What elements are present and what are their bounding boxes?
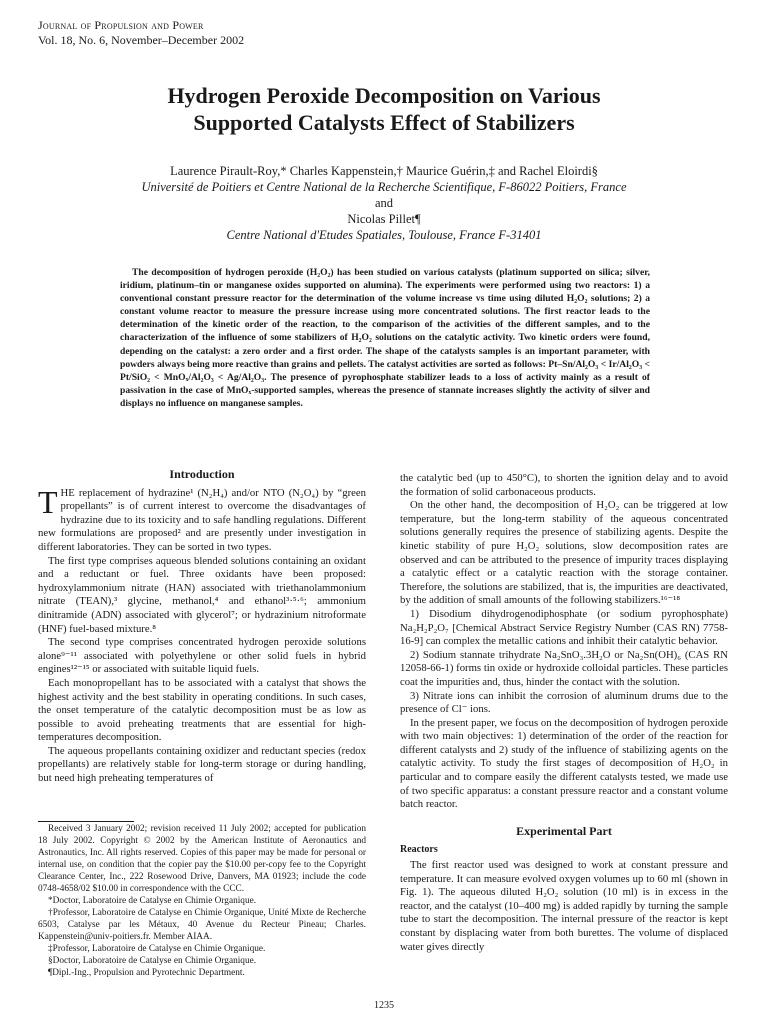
intro-paragraph-1-text: HE replacement of hydrazine¹ (N₂H₄) and/or NTO (N₂O₄) by “green propellants” is of current interest to overcome the disadvantages of hydrazine due to its toxicity and to safe handling regulations. Different new formulations are proposed² and are presently under investigation in different laboratories. They can be sorted in two types.	[38, 486, 366, 553]
page-number: 1235	[374, 1000, 394, 1011]
body-paragraph-1: the catalytic bed (up to 450°C), to shorten the ignition delay and to avoid the formation of solid carbonaceous products.	[400, 472, 728, 498]
drop-cap: T	[38, 483, 58, 520]
subsection-heading-reactors: Reactors	[400, 844, 438, 856]
reactors-paragraph: The first reactor used was designed to work at constant pressure and temperature. It can measure evolved oxygen volumes up to 60 ml (shown in Fig. 1). The aqueous diluted H₂O₂ solution (10 ml) is in excess in the reactor, and the catalyst (10–400 mg) is added rapidly by turning the sample tube to start the decomposition. The internal pressure of the reactor is kept constant by displacing water from both burettes. The volume of displaced water gives directly	[400, 859, 728, 953]
abstract: The decomposition of hydrogen peroxide (H₂O₂) has been studied on various catalysts (platinum supported on silica; silver, iridium, platinum–tin or manganese oxides supported on alumina). The experiments were performed using two reactors: 1) a conventional constant pressure reactor for the determination of the volume increase vs time using diluted H₂O₂ solutions; 2) a constant volume reactor to measure the pressure increase using more concentrated solutions. The first reactor leads to the determination of the kinetic order of the reaction, to the comparison of the activities of the different samples, and to the characterization of the influence of some stabilizers of H₂O₂ solutions on the catalytic activity. Two kinetic orders were found, depending on the catalyst: a zero order and a first order. The shape of the catalysts samples is an important parameter, with powders always being more reactive than grains and pellets. The catalyst activities are sorted as follows: Pt–Sn/Al₂O₃ < Ir/Al₂O₃ < Pt/SiO₂ < MnOₓ/Al₂O₃ < Ag/Al₂O₃. The presence of pyrophosphate stabilizer leads to a loss of activity mainly as a result of passivation in the case of MnOₓ-supported samples, whereas the presence of stannate increases slightly the activity of silver and displays no influence on manganese samples.	[120, 267, 650, 409]
intro-paragraph-1	[38, 483, 366, 555]
paper-title	[60, 82, 708, 136]
stabilizer-item-3: 3) Nitrate ions can inhibit the corrosion of aluminum drums due to the presence of Cl⁻ ions.	[400, 689, 728, 716]
body-paragraph-2: On the other hand, the decomposition of H₂O₂ can be triggered at low temperature, but the long-term stability of the aqueous concentrated solutions generally requires the presence of stabilizing agents. Despite the kinetic stability of pure H₂O₂ solutions, slow decomposition rates are observed and can be attributed to the presence of impurity traces displaying a catalytic effect or a catalytic reaction with the storage container. Therefore, the solutions are stabilized, that is, the impurities are deactivated, by the addition of small amounts of the following stabilizers.¹⁶⁻¹⁸	[400, 499, 728, 607]
section-heading-experimental: Experimental Part	[516, 823, 612, 838]
author-pillet: Nicolas Pillet¶	[347, 212, 421, 226]
affiliation-cnes: Centre National d'Etudes Spatiales, Toulouse, France F-31401	[226, 228, 542, 242]
footnote-author-1: *Doctor, Laboratoire de Catalyse en Chimie Organique.	[48, 896, 257, 906]
footnote-author-4: §Doctor, Laboratoire de Catalyse en Chimie Organique.	[48, 956, 257, 966]
footnote-received: Received 3 January 2002; revision received 11 July 2002; accepted for publication 18 July 2002. Copyright © 2002 by the American Institute of Aeronautics and Astronautics, Inc. All rights reserved. Copies of this paper may be made for personal or internal use, on condition that the copier pay the $10.00 per-copy fee to the Copyright Clearance Center, Inc., 222 Rosewood Drive, Danvers, MA 01923; include the code 0748-4658/02 $10.00 in correspondence with the CCC.	[38, 824, 366, 894]
footnote-rule	[38, 821, 134, 822]
journal-issue: Vol. 18, No. 6, November–December 2002	[38, 33, 245, 47]
footnote-author-2: †Professor, Laboratoire de Catalyse en Chimie Organique, Unité Mixte de Recherche 6503, Catalyse par les Métaux, 40 Avenue du Recteur Pineau; Charles. Kappenstein@univ-poitiers.fr. Member AIAA.	[38, 908, 366, 942]
authors-line: Laurence Pirault-Roy,* Charles Kappenstein,† Maurice Guérin,‡ and Rachel Eloirdi§	[170, 164, 598, 178]
and-separator: and	[374, 196, 394, 210]
affiliation-poitiers: Université de Poitiers et Centre National de la Recherche Scientifique, F-86022 Poitiers, France	[141, 180, 627, 194]
stabilizer-item-2: 2) Sodium stannate trihydrate Na₂SnO₃.3H₂O or Na₂Sn(OH)₆ (CAS RN 12058-66-1) forms tin oxide or hydroxide colloidal particles. These particles coat the impurities and, thus, hinder the contact with the solution.	[400, 648, 728, 688]
left-column	[38, 468, 366, 786]
section-heading-introduction: Introduction	[169, 467, 235, 481]
body-paragraph-objectives: In the present paper, we focus on the decomposition of hydrogen peroxide with two main objectives: 1) determination of the order of the reaction for different catalysts and 2) study of the influence of stabilizing agents on the catalytic activity. To study the first stages of decomposition of H₂O₂ in particular and to compare easily the different catalysts tested, we made use of two specific apparatus: a constant pressure reactor and a constant volume batch reactor.	[400, 716, 728, 811]
intro-paragraph-3: The second type comprises concentrated hydrogen peroxide solutions alone⁹⁻¹¹ associated with polyethylene or other solid fuels in hybrid engines¹²⁻¹⁵ or associated with suitable liquid fuels.	[38, 636, 366, 676]
intro-paragraph-5: The aqueous propellants containing oxidizer and reductant species (redox propellants) are relatively stable for long-term storage or during handling, but need high preheating temperatures of	[38, 744, 366, 785]
author-block	[40, 163, 728, 243]
title-line-1: Hydrogen Peroxide Decomposition on Various	[167, 83, 601, 108]
journal-header	[38, 18, 244, 48]
intro-paragraph-4: Each monopropellant has to be associated with a catalyst that shows the highest activity and the best stability in operating conditions. In such cases, the onset temperature of the catalytic decomposition must be as low as possible to avoid preheating treatments that are essential for high-temperatures decomposition.	[38, 676, 366, 744]
intro-paragraph-2: The first type comprises aqueous blended solutions containing an oxidant and a reductant or fuel. Three oxidants have been proposed: hydroxylammonium nitrate (HAN) associated with triethanolammonium nitrate (TEAN),³ glycine, methanol,⁴ and ethanol³·⁵·⁶; ammonium dinitramide (ADN) associated with glycerol⁷; or hydrazinium nitroformate (HNF) fuel-based mixture.⁸	[38, 554, 366, 635]
footnote-author-3: ‡Professor, Laboratoire de Catalyse en Chimie Organique.	[48, 944, 266, 954]
footnote-author-5: ¶Dipl.-Ing., Propulsion and Pyrotechnic Department.	[48, 968, 245, 978]
footnotes	[38, 823, 366, 979]
journal-name: Journal of Propulsion and Power	[38, 18, 204, 32]
stabilizer-item-1: 1) Disodium dihydrogenodiphosphate (or sodium pyrophosphate) Na₂H₂P₂O₇ [Chemical Abstract Service Registry Number (CAS RN) 7758-16-9] can complex the metallic cations and inhibit their catalytic behavior.	[400, 607, 728, 648]
title-line-2: Supported Catalysts Effect of Stabilizers	[193, 110, 575, 135]
right-column	[400, 472, 728, 954]
